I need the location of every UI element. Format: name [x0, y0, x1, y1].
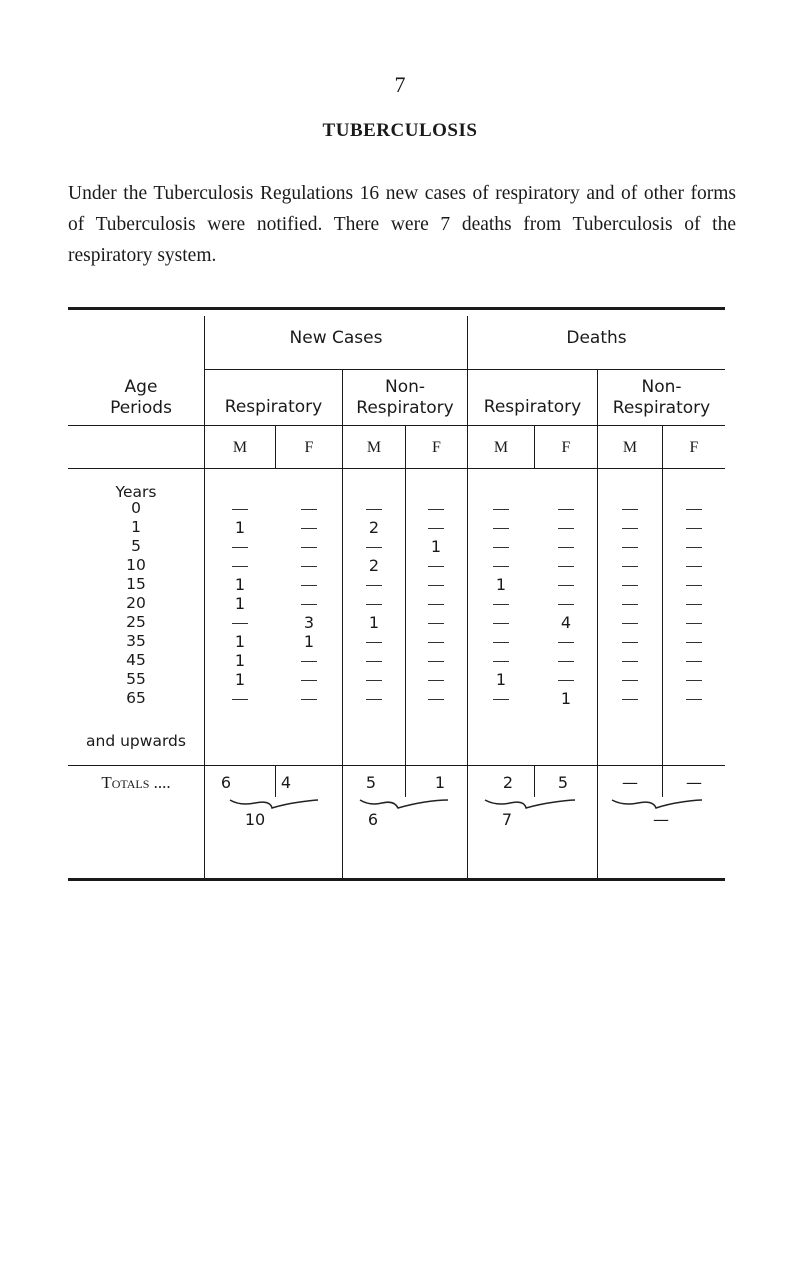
- cell-value: 1: [234, 594, 246, 613]
- combined-total-value: —: [653, 810, 669, 829]
- age-label: 15: [126, 575, 146, 593]
- combined-total-value: 6: [367, 810, 379, 829]
- page-number: 7: [394, 72, 406, 97]
- total-value: —: [622, 773, 638, 792]
- cell-value: 3: [303, 613, 315, 632]
- last-row-suffix: and upwards: [86, 732, 186, 750]
- age-periods-header: Age Periods: [110, 377, 172, 418]
- age-label: 35: [126, 632, 146, 650]
- sex-header-4: F: [432, 439, 441, 456]
- total-value: 6: [220, 773, 232, 792]
- age-label: 65: [126, 689, 146, 707]
- total-value: 4: [280, 773, 292, 792]
- cell-value: 1: [560, 689, 572, 708]
- cell-value: 1: [234, 651, 246, 670]
- total-value: —: [686, 773, 702, 792]
- age-label: 0: [131, 499, 141, 517]
- deaths-header: Deaths: [566, 328, 627, 348]
- sex-header-3: M: [366, 439, 382, 456]
- cell-value: 1: [368, 613, 380, 632]
- sex-header-5: M: [493, 439, 509, 456]
- sex-header-6: F: [561, 439, 571, 456]
- age-label: 55: [126, 670, 146, 688]
- cell-value: 2: [368, 556, 380, 575]
- years-label: Years: [115, 483, 157, 501]
- cell-value: 1: [234, 670, 246, 689]
- new-nonresp-header: Non-Respiratory: [356, 377, 454, 418]
- cell-value: 1: [430, 537, 442, 556]
- total-value: 2: [502, 773, 514, 792]
- total-value: 5: [365, 773, 377, 792]
- cell-value: 4: [560, 613, 572, 632]
- cell-value: 1: [234, 518, 246, 537]
- new-resp-header: Respiratory: [224, 397, 323, 417]
- age-label: 20: [126, 594, 146, 612]
- combined-total-value: 7: [501, 810, 513, 829]
- age-label: 45: [126, 651, 146, 669]
- new-cases-header: New Cases: [289, 328, 383, 348]
- cell-value: 1: [234, 632, 246, 651]
- age-label: 5: [131, 537, 141, 555]
- age-label: 25: [126, 613, 146, 631]
- sex-header-1: M: [232, 439, 248, 456]
- cell-value: 1: [495, 575, 507, 594]
- intro-text: Under the Tuberculosis Regulations 16 new cases of respiratory and of other forms of Tuberculosis were notified. There were 7 deaths from Tuberculosis of the respiratory system.: [68, 183, 736, 266]
- sex-header-2: F: [304, 439, 314, 456]
- cell-value: 1: [303, 632, 315, 651]
- age-label: 1: [131, 518, 141, 536]
- cell-value: 2: [368, 518, 380, 537]
- total-value: 5: [557, 773, 569, 792]
- deaths-resp-header: Respiratory: [483, 397, 582, 417]
- page-title: TUBERCULOSIS: [322, 120, 478, 141]
- sex-header-8: F: [689, 439, 699, 456]
- cell-value: 1: [234, 575, 246, 594]
- deaths-nonresp-header: Non-Respiratory: [612, 377, 711, 418]
- age-label: 10: [126, 556, 146, 574]
- cell-value: 1: [495, 670, 507, 689]
- sex-header-7: M: [622, 439, 638, 456]
- combined-total-value: 10: [244, 810, 266, 829]
- totals-label: Totals ....: [101, 773, 171, 792]
- total-value: 1: [434, 773, 446, 792]
